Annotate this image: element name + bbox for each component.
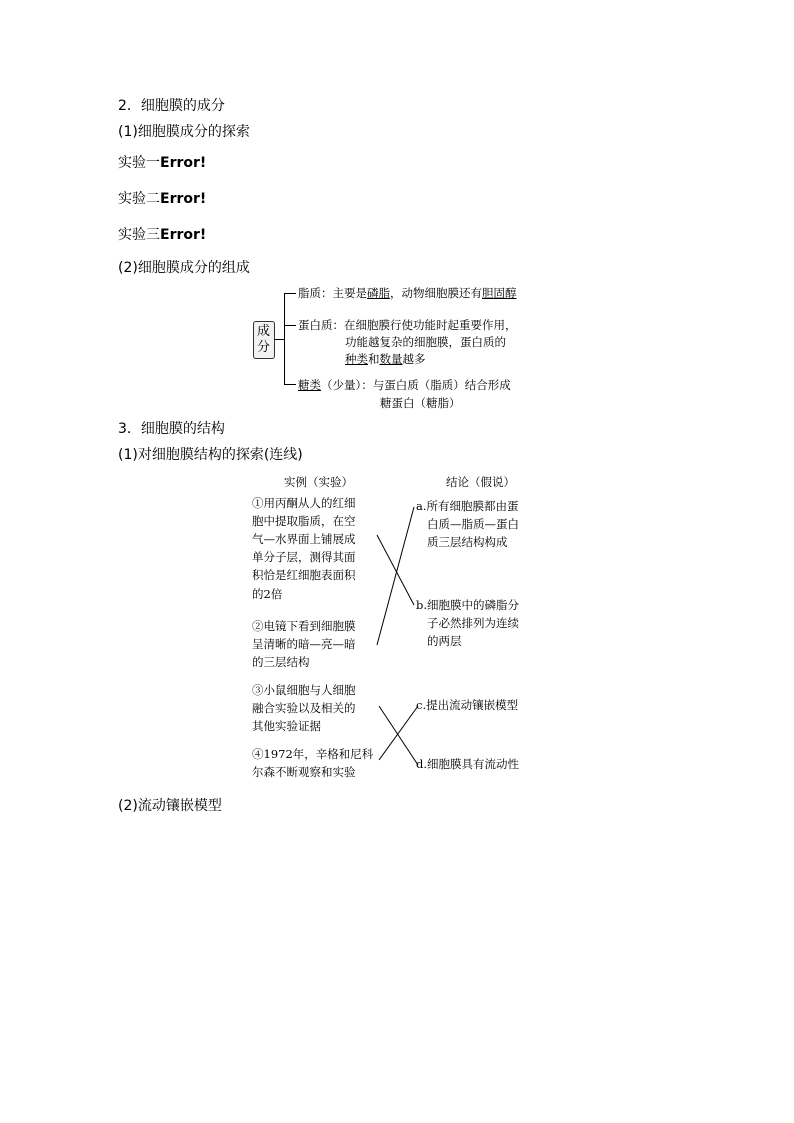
- example-3-line-3: 其他实验证据: [252, 719, 321, 733]
- protein-and: 和: [368, 352, 380, 366]
- link-2-a: [377, 507, 414, 645]
- conclusion-a-line-1: a.所有细胞膜都由蛋: [416, 499, 519, 513]
- lipid-prefix: 脂质：主要是: [298, 286, 367, 300]
- conclusion-d: d.细胞膜具有流动性: [416, 757, 520, 771]
- header-conclusions: 结论（假说）: [446, 475, 515, 489]
- subheading-membrane-composition: (2)细胞膜成分的组成: [118, 260, 250, 276]
- example-3-line-2: 融合实验以及相关的: [252, 701, 356, 715]
- example-4-line-2: 尔森不断观察和实验: [252, 765, 356, 779]
- example-2-line-3: 的三层结构: [252, 655, 310, 669]
- subheading-structure-exploration: (1)对细胞膜结构的探索(连线): [118, 447, 303, 463]
- lipid-key-cholesterol: 胆固醇: [482, 286, 517, 300]
- section-2-title: 2．细胞膜的成分: [118, 98, 225, 114]
- header-examples: 实例（实验）: [284, 475, 353, 489]
- conclusion-b-line-1: b.细胞膜中的磷脂分: [416, 598, 520, 612]
- example-2-line-2: 呈清晰的暗—亮—暗: [252, 637, 356, 651]
- link-1-b: [377, 535, 414, 605]
- example-1-line-3: 气—水界面上铺展成: [252, 532, 356, 546]
- conclusion-c: c.提出流动镶嵌模型: [416, 698, 519, 712]
- protein-key-type: 种类: [345, 352, 368, 366]
- example-1-line-2: 胞中提取脂质，在空: [252, 514, 356, 528]
- subheading-fluid-mosaic: (2)流动镶嵌模型: [118, 798, 222, 814]
- lipid-key-phospholipid: 磷脂: [367, 286, 390, 300]
- example-1-line-5: 积恰是红细胞表面积: [252, 568, 356, 582]
- experiment-2-label: 实验二: [118, 191, 160, 207]
- example-3-line-1: ③小鼠细胞与人细胞: [252, 683, 356, 697]
- conclusion-b-line-3: 的两层: [427, 634, 462, 648]
- conclusion-b-line-2: 子必然排列为连续: [427, 616, 519, 630]
- experiment-3-error: Error!: [160, 227, 207, 243]
- subheading-membrane-exploration: (1)细胞膜成分的探索: [118, 124, 250, 140]
- lipid-mid: ，动物细胞膜还有: [390, 286, 482, 300]
- protein-key-amount: 数量: [379, 352, 403, 366]
- conclusion-a-line-2: 白质—脂质—蛋白: [427, 517, 519, 531]
- component-box-char-2: 分: [257, 340, 271, 355]
- example-1-line-4: 单分子层，测得其面: [252, 550, 356, 564]
- component-box-char-1: 成: [257, 324, 271, 339]
- experiment-1-label: 实验一: [118, 155, 160, 171]
- example-1-line-1: ①用丙酮从人的红细: [252, 496, 356, 510]
- sugar-line-2: 糖蛋白（糖脂）: [380, 396, 461, 410]
- example-4-line-1: ④1972年，辛格和尼科: [252, 747, 374, 761]
- experiment-3-label: 实验三: [118, 227, 160, 243]
- protein-line-1: 蛋白质：在细胞膜行使功能时起重要作用，: [298, 318, 517, 332]
- section-3-title: 3．细胞膜的结构: [118, 421, 225, 437]
- sugar-key: 糖类: [298, 378, 321, 392]
- protein-line-2: 功能越复杂的细胞膜，蛋白质的: [345, 335, 506, 349]
- sugar-text: （少量）：与蛋白质（脂质）结合形成: [321, 378, 511, 392]
- experiment-1-error: Error!: [160, 155, 207, 171]
- conclusion-a-line-3: 质三层结构构成: [427, 535, 508, 549]
- example-2-line-1: ②电镜下看到细胞膜: [252, 619, 356, 633]
- experiment-2-error: Error!: [160, 191, 207, 207]
- example-1-line-6: 的2倍: [252, 587, 283, 601]
- protein-end: 越多: [402, 352, 426, 366]
